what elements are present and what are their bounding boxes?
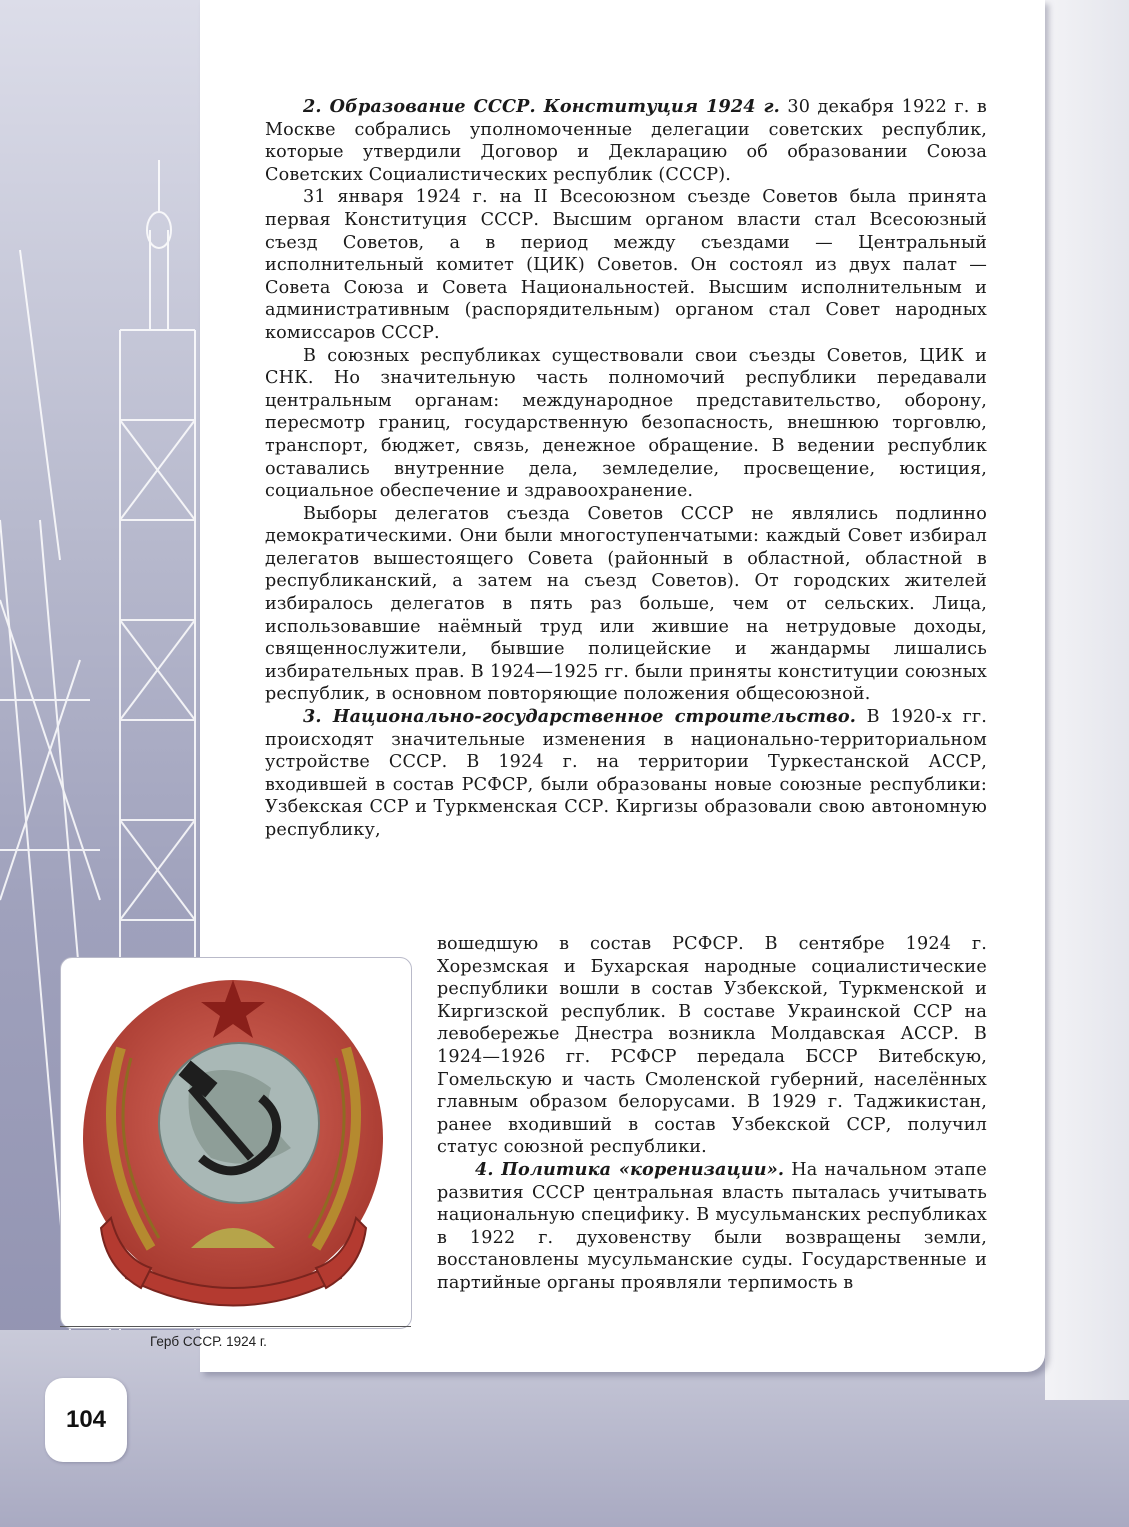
main-text <box>265 96 987 842</box>
section4-paragraph-1 <box>437 1159 987 1295</box>
ussr-emblem-image <box>61 958 411 1328</box>
figure-caption: Герб СССР. 1924 г. <box>150 1334 267 1349</box>
section2-heading: 2. Образование СССР. Конституция 1924 г. <box>303 96 780 117</box>
page-number: 104 <box>65 1406 107 1433</box>
section2-paragraph-1-text: 30 декабря 1922 г. в Москве собрались уполномоченные делегации советских республик, которые утвердили Договор и Декларацию об образовании Союза Советских Социалистических республик (СССР). <box>265 97 987 185</box>
section3-paragraph-1-text: В 1920-х гг. происходят значительные изменения в национально-территориальном устройстве СССР. В 1924 г. на территории Туркестанской АССР, входившей в состав РСФСР, были образованы новые союзные республики: Узбекская ССР и Туркменская ССР. Киргизы образовали свою автономную республику, <box>265 707 987 840</box>
wrapped-text <box>437 933 987 1295</box>
section2-paragraph-4: Выборы делегатов съезда Советов СССР не являлись подлинно демократическими. Они были многоступенчатыми: каждый Совет избирал делегатов вышестоящего Совета (районный в областной, областной в республиканский, а затем на съезд Советов). От городских жителей избиралось делегатов в пять раз больше, чем от сельских. Лица, использовавшие наёмный труд или жившие на нетрудовые доходы, священнослужители, бывшие полицейские и жандармы лишались избирательных прав. В 1924—1925 гг. были приняты конституции союзных республик, в основном повторяющие положения общесоюзной. <box>265 503 987 705</box>
section2-paragraph-1 <box>265 96 987 186</box>
page-number-badge <box>45 1378 127 1462</box>
section4-paragraph-1-text: На начальном этапе развития СССР центральная власть пыталась учитывать национальную специфику. В мусульманских республиках в 1922 г. духовенству были возвращены земли, восстановлены мусульманские суды. Государственные и партийные органы проявляли терпимость в <box>437 1159 987 1293</box>
section4-heading: 4. Политика «коренизации». <box>475 1158 785 1180</box>
section3-heading: 3. Национально-государственное строительство. <box>303 706 857 728</box>
section3-paragraph-1-continued: вошедшую в состав РСФСР. В сентябре 1924 г. Хорезмская и Бухарская народные социалистические республики вошли в состав Узбекской, Туркменской и Киргизской республик. В составе Украинской ССР на левобережье Днестра возникла Молдавская АССР. В 1924—1926 гг. РСФСР передала БССР Витебскую, Гомельскую и часть Смоленской губерний, населённых главным образом белорусами. В 1929 г. Таджикистан, ранее входивший в состав Узбекской ССР, получил статус союзной республики. <box>437 934 987 1158</box>
section3-paragraph-1 <box>265 706 987 842</box>
figure-frame <box>60 957 412 1329</box>
section2-paragraph-2: 31 января 1924 г. на II Всесоюзном съезде Советов была принята первая Конституция СССР. Высшим органом власти стал Всесоюзный съезд Советов, а в период между съездами — Центральный исполнительный комитет (ЦИК) Советов. Он состоял из двух палат — Совета Союза и Совета Национальностей. Высшим исполнительным и административным (распорядительным) органом стал Совет народных комиссаров СССР. <box>265 187 987 343</box>
section2-paragraph-3: В союзных республиках существовали свои съезды Советов, ЦИК и СНК. Но значительную часть полномочий республики передавали центральным органам: международное представительство, оборону, пересмотр границ, государственную безопасность, внешнюю торговлю, транспорт, бюджет, связь, денежное обращение. В ведении республик оставались внутренние дела, земледелие, просвещение, юстиция, социальное обеспечение и здравоохранение. <box>265 345 987 502</box>
caption-rule <box>60 1326 411 1327</box>
decorative-background-right <box>1045 0 1129 1400</box>
